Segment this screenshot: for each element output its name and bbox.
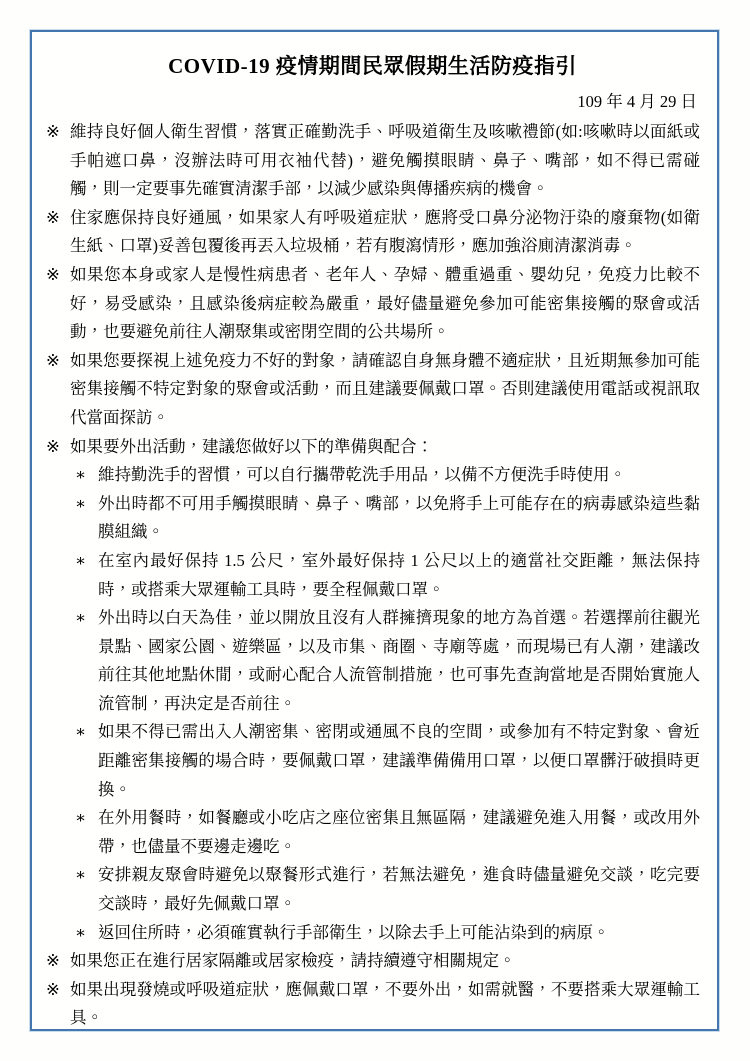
guideline-subitem (73, 604, 700, 718)
guideline-item (45, 433, 700, 462)
guideline-subitem (73, 547, 700, 604)
bullet-marker: ※ (46, 122, 60, 141)
guideline-text: 外出時以白天為佳，並以開放且沒有人群擁擠現象的地方為首選。若選擇前往觀光景點、國家公園、遊樂區，以及市集、商圈、寺廟等處，而現場已有人潮，建議改前往其他地點休閒，或耐心配合人流管制措施，也可事先查詢當地是否開始實施人流管制，再決定是否前往。 (98, 608, 700, 713)
guideline-text: 在室內最好保持 1.5 公尺，室外最好保持 1 公尺以上的適當社交距離，無法保持時，或搭乘大眾運輸工具時，要全程佩戴口罩。 (98, 550, 700, 599)
guideline-subitem (73, 490, 700, 547)
guideline-text: 如果您要探視上述免疫力不好的對象，請確認自身無身體不適症狀，且近期無參加可能密集接觸不特定對象的聚會或活動，而且建議要佩戴口罩。否則建議使用電話或視訊取代當面探訪。 (70, 350, 700, 427)
bullet-marker: ∗ (75, 493, 87, 513)
document-content (32, 32, 717, 1033)
bullet-marker: ∗ (75, 550, 87, 570)
guideline-text: 如果出現發燒或呼吸道症狀，應佩戴口罩，不要外出，如需就醫，不要搭乘大眾運輸工具。 (70, 979, 700, 1028)
bullet-marker: ∗ (75, 608, 87, 628)
guideline-subitem (73, 919, 700, 948)
guideline-subitem (73, 804, 700, 861)
guideline-text: 如果您正在進行居家隔離或居家檢疫，請持續遵守相關規定。 (70, 951, 516, 971)
guideline-text: 住家應保持良好通風，如果家人有呼吸道症狀，應將受口鼻分泌物汙染的廢棄物(如衛生紙、口罩)妥善包覆後再丟入垃圾桶，若有腹瀉情形，應加強浴廁清潔消毒。 (70, 207, 700, 256)
bullet-marker: ∗ (75, 922, 87, 942)
bullet-marker: ∗ (75, 465, 87, 485)
guideline-text: 外出時都不可用手觸摸眼睛、鼻子、嘴部，以免將手上可能存在的病毒感染這些黏膜組織。 (98, 493, 700, 542)
guideline-text: 如果您本身或家人是慢性病患者、老年人、孕婦、體重過重、嬰幼兒，免疫力比較不好，易受感染，且感染後病症較為嚴重，最好儘量避免參加可能密集接觸的聚會或活動，也要避免前往人潮聚集或密閉空間的公共場所。 (70, 264, 700, 342)
bullet-marker: ※ (46, 350, 60, 370)
guideline-text: 在外用餐時，如餐廳或小吃店之座位密集且無區隔，建議避免進入用餐，或改用外帶，也儘量不要邊走邊吃。 (98, 808, 700, 856)
bullet-marker: ※ (46, 436, 60, 456)
bullet-marker: ∗ (75, 865, 87, 885)
bullet-marker: ※ (46, 979, 60, 999)
guideline-item (45, 347, 700, 433)
document-title: COVID-19 疫情期間民眾假期生活防疫指引 (168, 54, 577, 78)
guideline-text: 如果要外出活動，建議您做好以下的準備與配合： (70, 436, 433, 456)
bullet-marker: ∗ (75, 722, 87, 742)
guideline-text: 維持良好個人衛生習慣，落實正確勤洗手、呼吸道衛生及咳嗽禮節(如:咳嗽時以面紙或手帕遮口鼻，沒辦法時可用衣袖代替)，避免觸摸眼睛、鼻子、嘴部，如不得已需碰觸，則一定要事先確實清潔手部，以減少感染與傳播疾病的機會。 (70, 122, 700, 199)
guideline-text: 安排親友聚會時避免以聚餐形式進行，若無法避免，進食時儘量避免交談，吃完要交談時，最好先佩戴口罩。 (98, 865, 700, 914)
guideline-text: 維持勤洗手的習慣，可以自行攜帶乾洗手用品，以備不方便洗手時使用。 (98, 465, 626, 485)
guideline-subitem (73, 718, 700, 804)
guideline-item (45, 947, 700, 976)
guideline-subitem (73, 861, 700, 918)
bullet-marker: ※ (46, 264, 60, 284)
document-date: 109 年 4 月 29 日 (577, 92, 697, 111)
bullet-marker: ※ (46, 207, 60, 227)
guideline-subitem (73, 461, 700, 490)
bullet-marker: ※ (46, 951, 60, 971)
guideline-text: 返回住所時，必須確實執行手部衛生，以除去手上可能沾染到的病原。 (98, 922, 610, 942)
guideline-text: 如果不得已需出入人潮密集、密閉或通風不良的空間，或參加有不特定對象、會近距離密集接觸的場合時，要佩戴口罩，建議準備備用口罩，以便口罩髒汙破損時更換。 (98, 722, 700, 799)
guideline-item (45, 261, 700, 347)
guideline-item (45, 204, 700, 261)
guideline-item (45, 118, 700, 204)
document-page (30, 30, 719, 1031)
bullet-marker: ∗ (75, 808, 87, 828)
guideline-item (45, 976, 700, 1033)
